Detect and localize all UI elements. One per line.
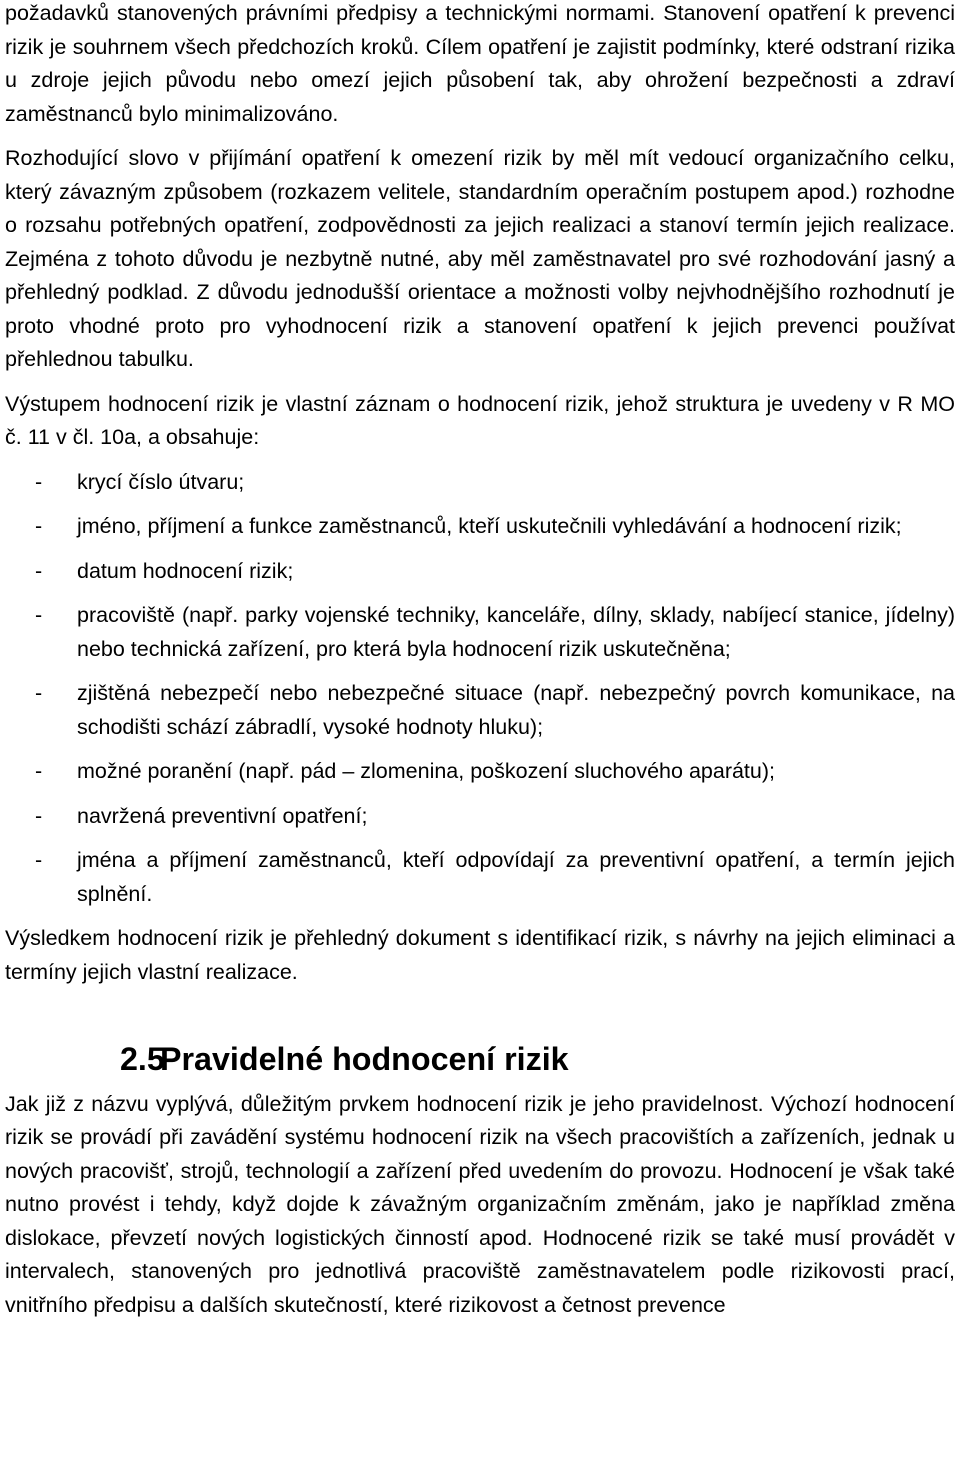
paragraph-intro: požadavků stanovených právními předpisy a technickými normami. Stanovení opatření k prevenci rizik je souhrnem všech předchozích kroků. Cílem opatření je zajistit podmínky, které odstraní rizika u zdroje jejich původu nebo omezí jejich působení tak, aby ohrožení bezpečnosti a zdraví zaměstnanců bylo minimalizováno. xyxy=(5,1,955,126)
list-item-text: pracoviště (např. parky vojenské techniky, kanceláře, dílny, sklady, nabíjecí stanice, jídelny) nebo technická zařízení, pro která byla hodnocení rizik uskutečněna; xyxy=(77,603,955,661)
list-item-text: jména a příjmení zaměstnanců, kteří odpovídají za preventivní opatření, a termín jejich splnění. xyxy=(77,848,955,906)
list-item xyxy=(5,510,955,544)
list-dash: - xyxy=(35,759,43,783)
section-title: Pravidelné hodnocení rizik xyxy=(160,1041,569,1077)
list-dash: - xyxy=(35,469,43,494)
list-item-text: možné poranění (např. pád – zlomenina, poškození sluchového aparátu); xyxy=(77,759,775,783)
list-dash: - xyxy=(35,558,43,583)
list-dash: - xyxy=(35,603,43,627)
list-item xyxy=(5,555,955,589)
list-item xyxy=(5,844,955,911)
paragraph-result: Výsledkem hodnocení rizik je přehledný dokument s identifikací rizik, s návrhy na jejich eliminaci a termíny jejich vlastní realizace. xyxy=(5,926,955,984)
list-item-text: navržená preventivní opatření; xyxy=(77,803,368,828)
list-item-text: jméno, příjmení a funkce zaměstnanců, kteří uskutečnili vyhledávání a hodnocení rizik; xyxy=(77,514,902,538)
list-item-text: zjištěná nebezpečí nebo nebezpečné situace (např. nebezpečný povrch komunikace, na schodišti schází zábradlí, vysoké hodnoty hluku); xyxy=(77,681,955,739)
list-item xyxy=(5,677,955,744)
list-dash: - xyxy=(35,803,43,828)
record-contents-list xyxy=(5,466,955,912)
list-item xyxy=(5,466,955,500)
list-item-text: krycí číslo útvaru; xyxy=(77,469,245,494)
list-item-text: datum hodnocení rizik; xyxy=(77,558,294,583)
list-dash: - xyxy=(35,514,43,538)
section-heading xyxy=(5,1043,955,1077)
paragraph-output: Výstupem hodnocení rizik je vlastní záznam o hodnocení rizik, jehož struktura je uvedeny v R MO č. 11 v čl. 10a, a obsahuje: xyxy=(5,391,955,449)
paragraph-decision: Rozhodující slovo v přijímání opatření k omezení rizik by měl mít vedoucí organizačního celku, který závazným způsobem (rozkazem velitele, standardním operačním postupem apod.) rozhodne o rozsahu potřebných opatření, zodpovědnosti za jejich realizaci a stanoví termín jejich realizace. Zejména z tohoto důvodu je nezbytně nutné, aby měl zaměstnavatel pro své rozhodování jasný a přehledný podklad. Z důvodu jednodušší orientace a možnosti volby nejvhodnějšího rozhodnutí je proto vhodné proto pro vyhodnocení rizik a stanovení opatření k jejich prevenci používat přehlednou tabulku. xyxy=(5,146,955,371)
list-item xyxy=(5,755,955,789)
list-item xyxy=(5,800,955,834)
list-dash: - xyxy=(35,681,43,705)
section-number: 2.5 xyxy=(120,1041,165,1077)
paragraph-regular-assessment: Jak již z názvu vyplývá, důležitým prvkem hodnocení rizik je jeho pravidelnost. Výchozí hodnocení rizik se provádí při zavádění systému hodnocení rizik na všech pracovištích a zařízeních, jednak u nových pracovišť, strojů, technologií a zařízení před uvedením do provozu. Hodnocení je však také nutno provést i tehdy, když dojde k závažným organizačním změnám, jako je například změna dislokace, převzetí nových logistických činností apod. Hodnocené rizik se také musí provádět v intervalech, stanovených pro jednotlivá pracoviště zaměstnavatelem podle rizikovosti prací, vnitřního předpisu a dalších skutečností, které rizikovost a četnost prevence xyxy=(5,1091,955,1317)
list-item xyxy=(5,599,955,666)
list-dash: - xyxy=(35,848,43,872)
